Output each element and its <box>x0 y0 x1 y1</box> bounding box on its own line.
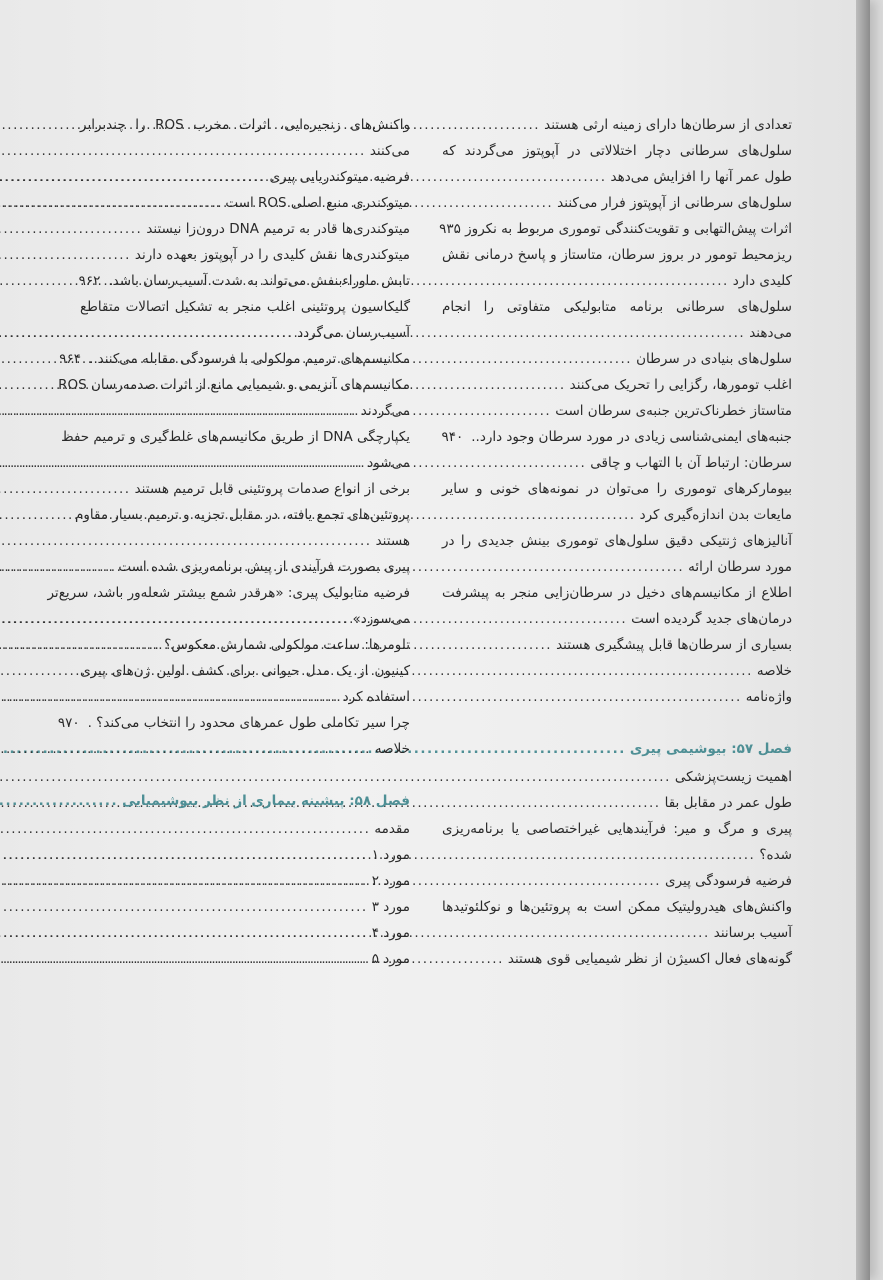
toc-entry <box>442 320 792 346</box>
toc-entry-text: شده؟ <box>759 847 792 863</box>
toc-entry <box>57 710 410 736</box>
toc-entry-text: می‌دهند <box>749 325 792 341</box>
dot-leader <box>0 164 266 190</box>
chapter-title: فصل ۵۸: پیشینه بیماری از نظر بیوشیمیایی <box>122 793 410 809</box>
toc-entry-text: فرضیه فرسودگی پیری <box>665 873 792 889</box>
toc-entry-text: برخی از انواع صدمات پروتئینی قابل ترمیم هستند <box>134 481 410 497</box>
toc-entry <box>442 190 792 216</box>
toc-entry-text: استفاده کرد <box>342 689 410 705</box>
toc-entry <box>59 346 410 372</box>
toc-entry <box>80 894 410 920</box>
toc-entry-text: اهمیت زیست‌پزشکی <box>674 769 792 785</box>
toc-entry-line: اطلاع از مکانیسم‌های دخیل در سرطان‌زایی منجر به پیشرفت <box>442 585 792 601</box>
toc-entry-line: سلول‌های سرطانی دچار اختلالاتی در آپوپتوز می‌گردند که <box>442 143 792 159</box>
toc-entry <box>442 268 792 294</box>
toc-entry-line: اثرات پیش‌التهابی و تقویت‌کنندگی توموری مربوط به نکروز ۹۳۵ <box>439 221 792 237</box>
toc-entry-text: مقدمه <box>374 821 410 837</box>
toc-entry-text: درمان‌های جدید گردیده است <box>631 611 792 627</box>
toc-page-number: ۹۶۴ <box>59 351 82 367</box>
dot-leader <box>0 868 368 894</box>
toc-entry-text: مورد ۱ <box>371 847 410 863</box>
dot-leader <box>0 736 371 762</box>
dot-leader <box>0 320 293 346</box>
toc-entry-text: تابش ماوراءبنفش می‌تواند به شدت آسیب‌رسان باشد. <box>108 273 410 289</box>
toc-entry-text: پیری بصورت فرآیندی از پیش برنامه‌ریزی شده است <box>118 559 410 575</box>
toc-entry-text: مورد ۲ <box>371 873 410 889</box>
toc-entry <box>442 684 792 710</box>
toc-entry <box>442 920 792 946</box>
toc-entry-text: می‌کنند <box>369 143 410 159</box>
toc-entry <box>80 164 410 190</box>
toc-entry-line: سلول‌های سرطانی برنامه متابولیکی متفاوتی را انجام <box>442 299 792 315</box>
toc-entry <box>80 138 410 164</box>
toc-entry-text: فرضیه میتوکندریایی پیری <box>269 169 410 185</box>
toc-entry <box>80 554 410 580</box>
dot-leader <box>0 138 366 164</box>
toc-entry <box>442 764 792 790</box>
toc-entry-line: فرضیه متابولیک پیری: «هرقدر شمع بیشتر شعله‌ور باشد، سریع‌تر <box>47 585 410 601</box>
toc-entry <box>442 606 792 632</box>
toc-entry-text: میتوکندری‌ها نقش کلیدی را در آپوپتوز بعهده دارند <box>134 247 410 263</box>
dot-leader <box>0 920 368 946</box>
toc-entry-text: مورد سرطان ارائه <box>688 559 792 575</box>
toc-entry-text: طول عمر در مقابل بقا <box>664 795 792 811</box>
toc-entry <box>80 684 410 710</box>
toc-entry-text: سرطان: ارتباط آن با التهاب و چاقی <box>590 455 792 471</box>
chapter-heading <box>442 736 792 762</box>
toc-entry <box>80 190 410 216</box>
toc-entry-text: مورد ۴ <box>371 925 410 941</box>
toc-entry <box>80 528 410 554</box>
toc-entry <box>442 502 792 528</box>
toc-entry-line: واکنش‌های هیدرولیتیک ممکن است به پروتئین‌ها و نوکلئوتیدها <box>442 899 792 915</box>
toc-entry <box>442 398 792 424</box>
toc-entry-line: ریزمحیط تومور در بروز سرطان، متاستاز و پاسخ درمانی نقش <box>442 247 792 263</box>
toc-entry-line: آنالیزهای ژنتیکی دقیق سلول‌های توموری بینش جدیدی را در <box>442 533 792 549</box>
toc-entry <box>442 658 792 684</box>
toc-entry <box>80 606 410 632</box>
toc-entry-line: گلیکاسیون پروتئینی اغلب منجر به تشکیل اتصالات متقاطع <box>80 299 410 315</box>
toc-entry <box>442 868 792 894</box>
toc-entry <box>80 920 410 946</box>
toc-entry-text: هستند <box>375 533 410 549</box>
dot-leader <box>0 816 370 842</box>
toc-page-number: ۹۷۰ <box>57 715 80 731</box>
toc-entry-text: اغلب تومورها، رگزایی را تحریک می‌کنند <box>569 377 792 393</box>
toc-entry <box>80 842 410 868</box>
toc-entry-line: واکنش‌های زنجیره‌ایی، اثرات مخرب ROS را چندبرابر <box>80 117 410 133</box>
toc-entry <box>442 946 792 972</box>
chapter-title: فصل ۵۷: بیوشیمی پیری <box>629 741 792 757</box>
toc-entry-text: میتوکندری‌ها قادر به ترمیم DNA درون‌زا نیستند <box>146 221 410 237</box>
toc-left-column <box>47 112 410 972</box>
toc-entry-text: سلول‌های سرطانی از آپوپتوز فرار می‌کنند <box>557 195 792 211</box>
dot-leader <box>0 398 357 424</box>
toc-entry <box>80 216 410 242</box>
toc-entry <box>442 112 792 138</box>
toc-entry-text: تعدادی از سرطان‌ها دارای زمینه ارثی هستند <box>544 117 792 133</box>
toc-entry-text: میتوکندری منبع اصلی ROS است <box>225 195 410 211</box>
toc-entry <box>442 372 792 398</box>
toc-right-column <box>439 112 792 972</box>
toc-entry <box>80 632 410 658</box>
toc-entry <box>80 736 410 762</box>
toc-entry <box>80 450 410 476</box>
toc-entry-text: سلول‌های بنیادی در سرطان <box>636 351 792 367</box>
toc-entry <box>80 946 410 972</box>
toc-entry-text: گونه‌های فعال اکسیژن از نظر شیمیایی قوی هستند <box>507 951 792 967</box>
toc-entry-line: کینیون از یک مدل حیوانی برای کشف اولین ژن‌های پیری <box>80 663 410 679</box>
toc-entry-text: مکانیسم‌های ترمیم مولکولی با فرسودگی مقابله می‌کنند . <box>89 351 410 367</box>
book-spine <box>856 0 870 1280</box>
toc-entry-text: متاستاز خطرناک‌ترین جنبه‌ی سرطان است <box>555 403 792 419</box>
toc-entry <box>442 346 792 372</box>
dot-leader <box>0 894 368 920</box>
toc-entry <box>80 816 410 842</box>
toc-entry-text: کلیدی دارد <box>732 273 792 289</box>
dot-leader <box>0 450 363 476</box>
toc-entry <box>442 842 792 868</box>
toc-entry-text: مایعات بدن اندازه‌گیری کرد <box>639 507 792 523</box>
toc-entry-text: مورد ۳ <box>371 899 410 915</box>
dot-leader <box>0 554 114 580</box>
toc-entry <box>80 398 410 424</box>
toc-entry-text: می‌شود <box>367 455 410 471</box>
toc-entry-line: یکپارچگی DNA از طریق مکانیسم‌های غلط‌گیری و ترمیم حفظ <box>61 429 410 445</box>
toc-entry-text: آسیب برسانند <box>713 925 792 941</box>
dot-leader <box>0 632 160 658</box>
toc-entry-text: بسیاری از سرطان‌ها قابل پیشگیری هستند <box>556 637 792 653</box>
dot-leader <box>0 528 372 554</box>
toc-entry-line: پروتئین‌های تجمع یافته، در مقابل تجزیه و ترمیم بسیار مقاوم <box>75 507 410 523</box>
dot-leader <box>0 842 368 868</box>
toc-entry <box>80 268 410 294</box>
dot-leader <box>0 606 348 632</box>
toc-entry-text: جنبه‌های ایمنی‌شناسی زیادی در مورد سرطان وجود دارد.. <box>471 429 792 445</box>
toc-entry-text: می‌سوزد» <box>352 611 410 627</box>
toc-entry <box>80 242 410 268</box>
toc-entry <box>442 790 792 816</box>
toc-page-number: ۹۶۲ <box>78 273 101 289</box>
dot-leader <box>0 946 368 972</box>
dot-leader <box>0 216 142 242</box>
dot-leader <box>0 684 339 710</box>
toc-entry-text: واژه‌نامه <box>745 689 792 705</box>
toc-entry <box>442 164 792 190</box>
toc-entry-text: چرا سیر تکاملی طول عمرهای محدود را انتخاب می‌کند؟ . <box>87 715 410 731</box>
toc-page-number: ۹۴۰ <box>441 429 464 445</box>
toc-entry <box>80 320 410 346</box>
toc-entry-text: خلاصه <box>756 663 792 679</box>
dot-leader <box>0 788 118 814</box>
toc-entry-line: بیومارکرهای توموری را می‌توان در نمونه‌های خونی و سایر <box>442 481 792 497</box>
dot-leader <box>0 190 221 216</box>
toc-entry-text: مورد ۵ <box>371 951 410 967</box>
toc-entry-line: پیری و مرگ و میر: فرآیندهایی غیراختصاصی یا برنامه‌ریزی <box>442 821 792 837</box>
chapter-heading <box>80 788 410 814</box>
toc-entry <box>80 476 410 502</box>
toc-entry-text: می‌گردند <box>360 403 410 419</box>
toc-entry-line: مکانیسم‌های آنزیمی و شیمیایی مانع از اثرات صدمه‌رسان ROS <box>58 377 410 393</box>
toc-entry <box>80 868 410 894</box>
toc-entry-text: خلاصه <box>374 741 410 757</box>
dot-leader <box>0 476 131 502</box>
toc-entry-text: تلومرها: ساعت مولکولی شمارش معکوس؟ <box>164 637 410 653</box>
toc-entry <box>442 424 792 450</box>
toc-entry <box>442 554 792 580</box>
dot-leader <box>0 242 131 268</box>
toc-entry-text: طول عمر آنها را افزایش می‌دهد <box>610 169 792 185</box>
toc-entry <box>442 632 792 658</box>
toc-entry-text: آسیب‌رسان می‌گردد <box>297 325 410 341</box>
toc-entry <box>442 450 792 476</box>
